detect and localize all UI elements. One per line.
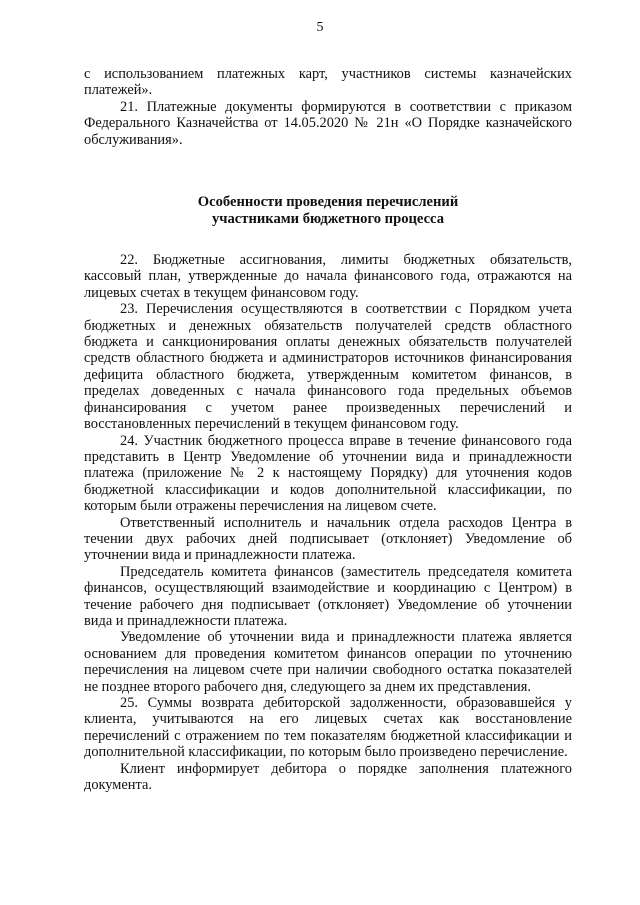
page-number: 5 — [316, 20, 324, 35]
paragraph-24-responsible: Ответственный исполнитель и начальник отдела расходов Центра в течении двух рабочих дней подписывает (отклоняет) Уведомление об уточнении вида и принадлежности платежа. — [84, 514, 572, 564]
section-heading — [84, 194, 572, 228]
paragraph-21: 21. Платежные документы формируются в соответствии с приказом Федерального Казначейства от 14.05.2020 № 21н «О Порядке казначейского обслуживания». — [84, 98, 572, 148]
paragraph-25-client: Клиент информирует дебитора о порядке заполнения платежного документа. — [84, 760, 572, 794]
paragraph-24-notice: Уведомление об уточнении вида и принадлежности платежа является основанием для проведения комитетом финансов операции по уточнению перечисления на лицевом счете при наличии свободного остатка показателей не позднее второго рабочего дня, следующего за днем их представления. — [84, 629, 572, 695]
section-heading-line-1: Особенности проведения перечислений — [197, 194, 459, 211]
paragraph-22: 22. Бюджетные ассигнования, лимиты бюджетных обязательств, кассовый план, утвержденные до начала финансового года, отражаются на лицевых счетах в текущем финансовом году. — [84, 252, 572, 301]
paragraph-continuation: с использованием платежных карт, участников системы казначейских платежей». — [84, 66, 572, 99]
paragraph-24-chairman: Председатель комитета финансов (заместитель председателя комитета финансов, осуществляющий взаимодействие и координацию с Центром) в течение рабочего дня подписывает (отклоняет) Уведомление об уточнении вида и принадлежности платежа. — [84, 563, 572, 629]
paragraph-25: 25. Суммы возврата дебиторской задолженности, образовавшейся у клиента, учитываются на его лицевых счетах как восстановление перечислений с отражением по тем показателям бюджетной классификации и дополнительной классификации, по которым было произведено перечисление. — [84, 695, 572, 761]
paragraph-23: 23. Перечисления осуществляются в соответствии с Порядком учета бюджетных и денежных обязательств получателей средств областного бюджета и санкционирования оплаты денежных обязательств получателей средств областного бюджета и администраторов источников финансирования дефицита областного бюджета, утвержденным комитетом финансов, в пределах доведенных с начала финансового года предельных объемов финансирования с учетом ранее произведенных перечислений и восстановленных перечислений в текущем финансовом году. — [84, 301, 572, 433]
document-body — [84, 66, 572, 793]
paragraph-24: 24. Участник бюджетного процесса вправе в течение финансового года представить в Центр Уведомление об уточнении вида и принадлежности платежа (приложение № 2 к настоящему Порядку) для уточнения кодов бюджетной классификации и кодов дополнительной классификации, по которым были отражены перечисления на лицевом счете. — [84, 432, 572, 515]
section-heading-line-2: участниками бюджетного процесса — [211, 211, 445, 228]
